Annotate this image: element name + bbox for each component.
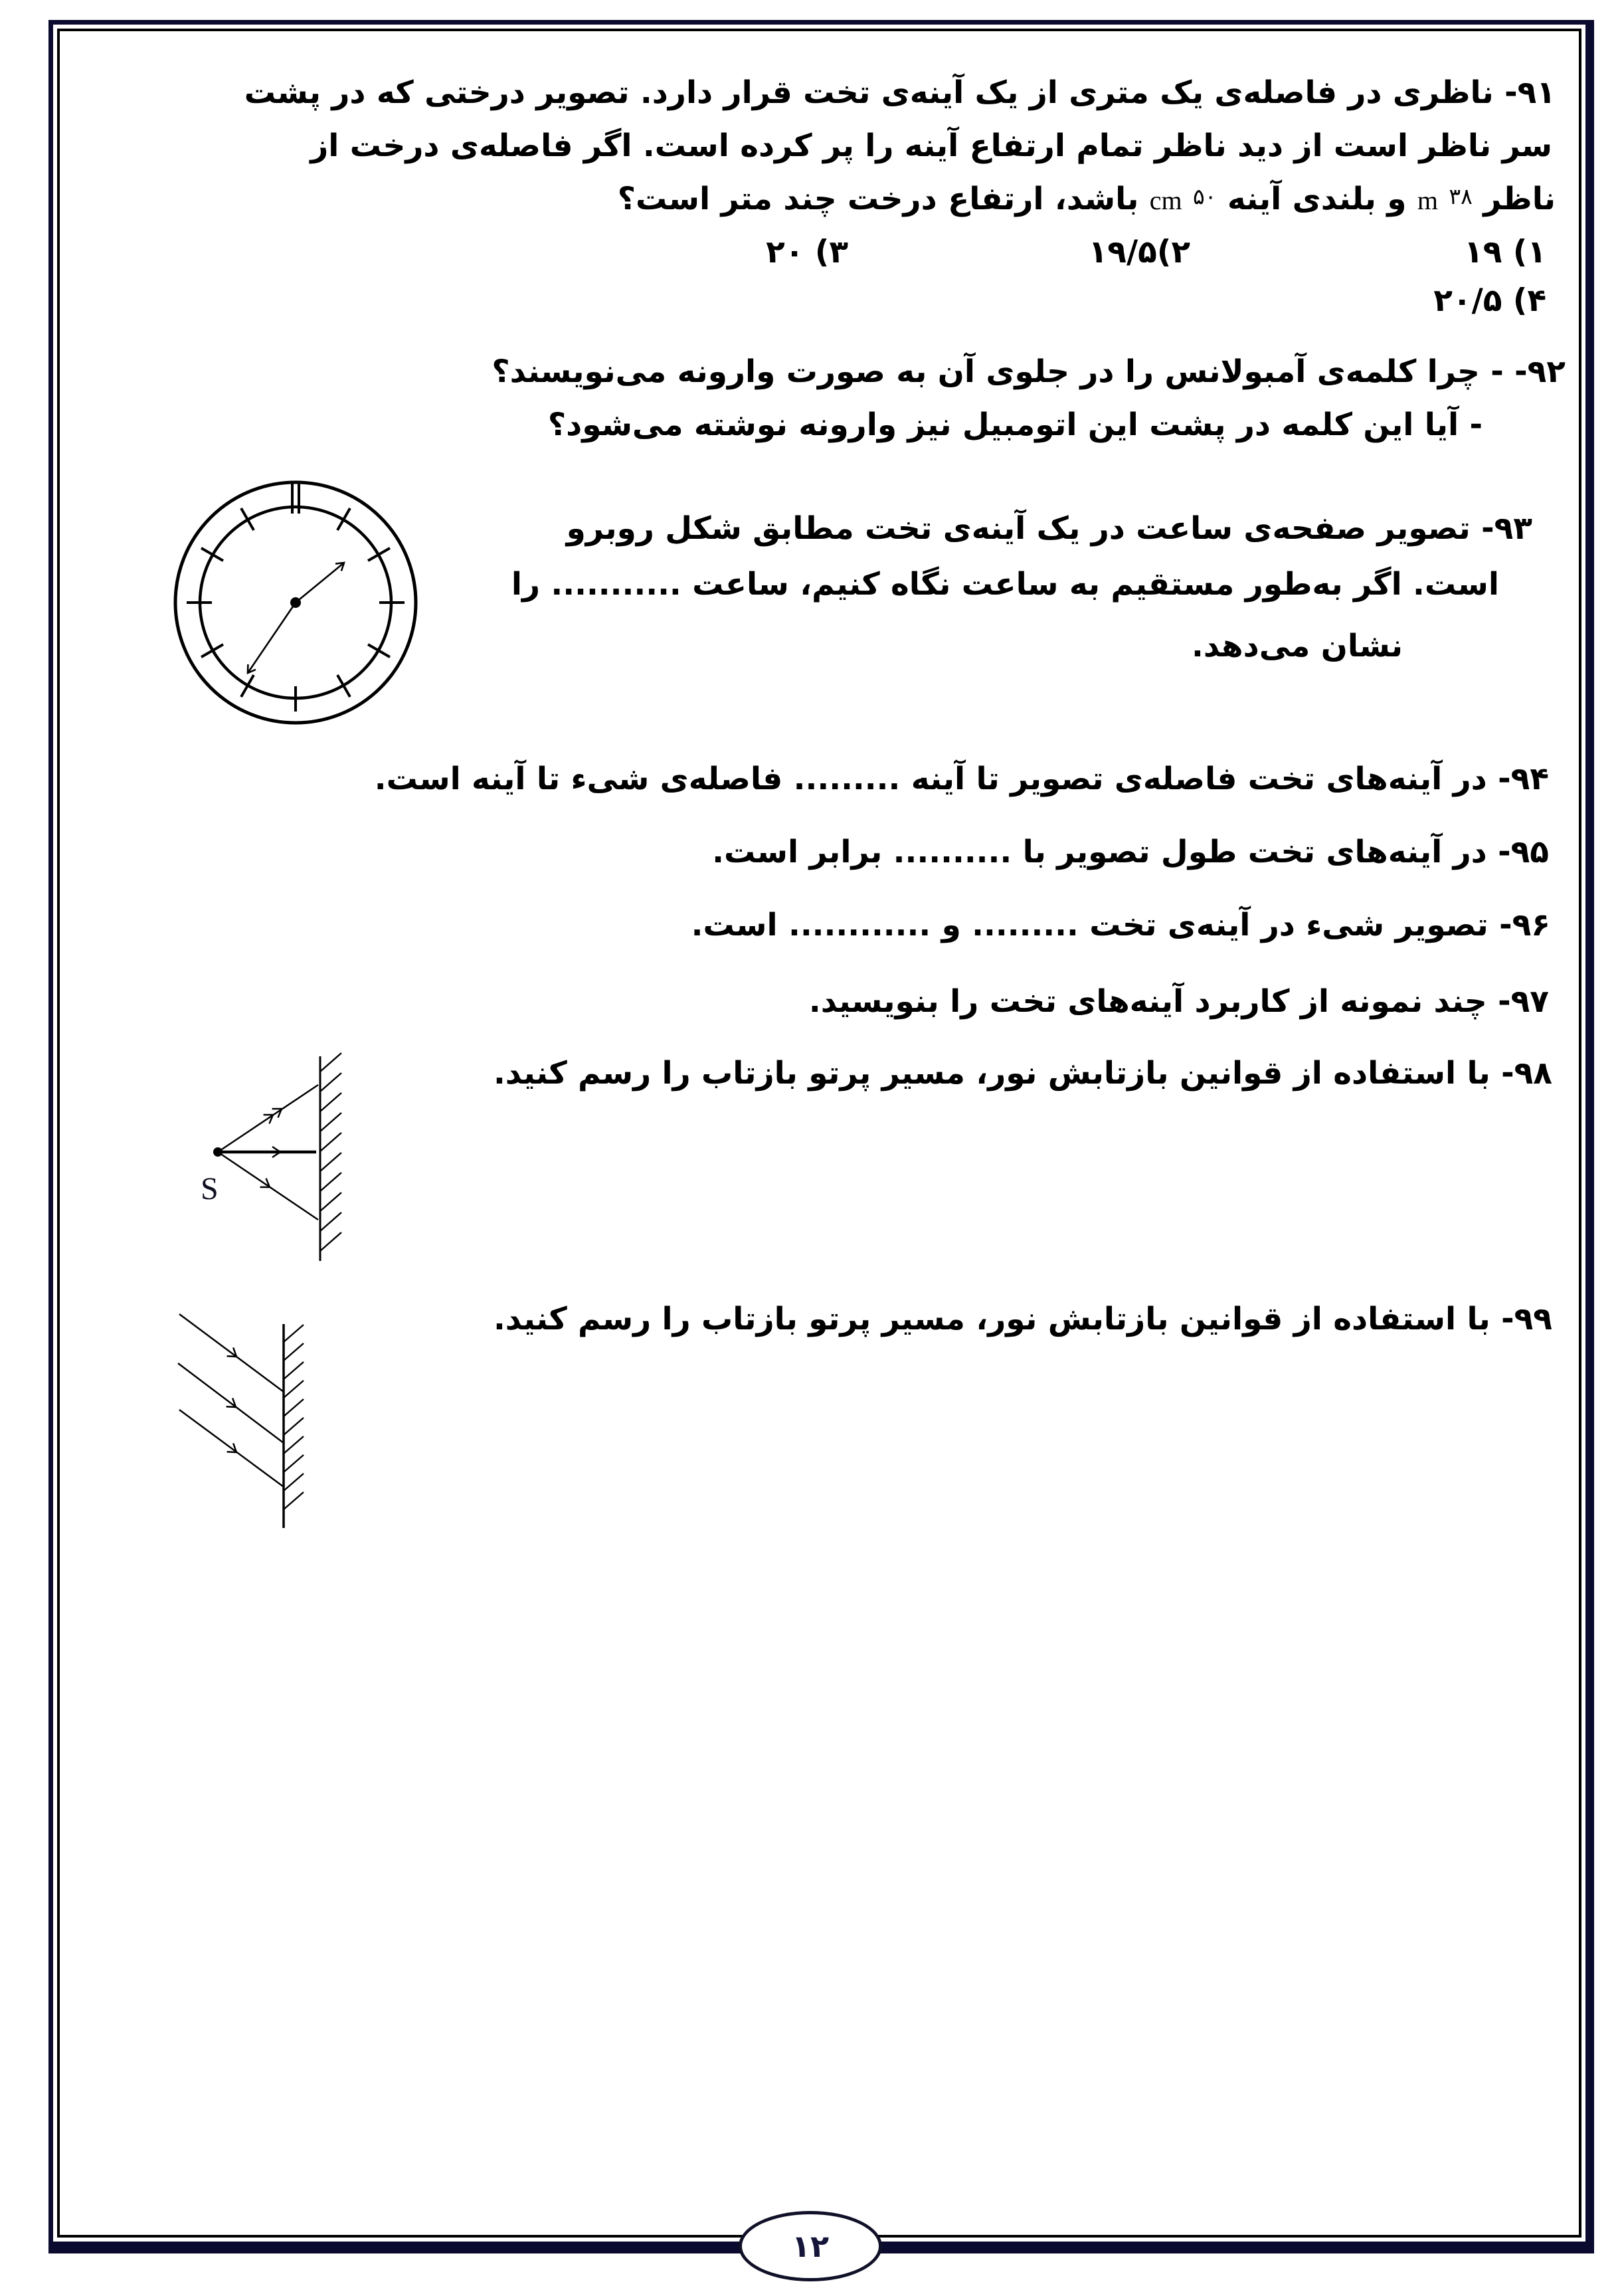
question-91-line-3: [618, 181, 1556, 217]
q91-line3-pre: ناظر: [1483, 181, 1556, 217]
source-point-label: S: [201, 1171, 219, 1206]
upper-incident-ray: [218, 1085, 318, 1152]
q91-line3-post: باشد، ارتفاع درخت چند متر است؟: [617, 181, 1139, 217]
page-number: ۱۲: [791, 2228, 830, 2264]
clock-hands: [244, 559, 347, 676]
question-98-line-1: ۹۸- با استفاده از قوانین بازتابش نور، مسیر پرتو بازتاب را رسم کنید.: [493, 1055, 1552, 1092]
q99-figure: [120, 1301, 339, 1543]
point-source-mirror-diagram: [159, 1046, 372, 1269]
tree-distance-unit: m: [1417, 185, 1438, 215]
clock-figure: [168, 475, 423, 730]
parallel-rays-mirror-diagram: [120, 1301, 339, 1543]
q91-option-2: ۲)۱۹/۵: [1088, 234, 1190, 270]
question-93-line-2: است. اگر به‌طور مستقیم به ساعت نگاه کنیم، ساعت ........... را: [511, 566, 1499, 603]
q91-line3-mid: و بلندی آینه: [1227, 181, 1407, 217]
question-96-line-1: ۹۶- تصویر شیء در آینه‌ی تخت ......... و ............ است.: [691, 907, 1550, 943]
clock-hour-hand: [296, 563, 344, 603]
question-99-line-1: ۹۹- با استفاده از قوانین بازتابش نور، مسیر پرتو بازتاب را رسم کنید.: [493, 1301, 1552, 1337]
clock-tick-12-double: [292, 483, 299, 514]
mirror-height-unit: cm: [1149, 185, 1182, 215]
q98-figure: [159, 1046, 372, 1269]
mirror-hatching: [320, 1053, 341, 1251]
mirrored-clock-face: [168, 475, 423, 730]
incident-rays: [218, 1085, 318, 1220]
incident-ray-2: [178, 1363, 284, 1443]
clock-minute-hand: [248, 603, 296, 673]
lower-incident-ray: [218, 1152, 318, 1220]
page-number-badge: [739, 2211, 882, 2281]
question-97-line-1: ۹۷- چند نمونه از کاربرد آینه‌های تخت را بنویسید.: [808, 983, 1549, 1020]
question-93-line-1: ۹۳- تصویر صفحه‌ی ساعت در یک آینه‌ی تخت مطابق شکل روبرو: [566, 510, 1532, 547]
clock-center-dot: [290, 597, 301, 608]
mirror-height-value: ۵۰: [1193, 183, 1217, 209]
question-91-line-1: ۹۱- ناظری در فاصله‌ی یک متری از یک آینه‌ی تخت قرار دارد. تصویر درختی که در پشت: [244, 74, 1556, 111]
question-94-line-1: ۹۴- در آینه‌های تخت فاصله‌ی تصویر تا آینه ......... فاصله‌ی شیء تا آینه است.: [374, 761, 1549, 797]
q91-option-3: ۳) ۲۰: [766, 234, 848, 270]
tree-distance-value: ۳۸: [1449, 183, 1473, 209]
q91-option-1: ۱) ۱۹: [1464, 234, 1546, 270]
question-93-line-3: نشان می‌دهد.: [1192, 628, 1403, 664]
question-91-line-2: سر ناظر است از دید ناظر تمام ارتفاع آینه را پر کرده است. اگر فاصله‌ی درخت از: [310, 128, 1552, 164]
mirror-hatching: [284, 1325, 304, 1509]
incident-ray-3: [179, 1410, 284, 1487]
incident-ray-1: [179, 1314, 284, 1392]
question-92-line-1: ۹۲- - چرا کلمه‌ی آمبولانس را در جلوی آن به صورت وارونه می‌نویسند؟: [492, 353, 1566, 390]
question-95-line-1: ۹۵- در آینه‌های تخت طول تصویر با .......... برابر است.: [712, 834, 1549, 870]
question-92-line-2: - آیا این کلمه در پشت این اتومبیل نیز وارونه نوشته می‌شود؟: [547, 407, 1483, 443]
q91-option-4: ۴) ۲۰/۵: [1433, 282, 1546, 319]
clock-hour-ticks: [187, 508, 405, 712]
parallel-incident-rays: [178, 1314, 284, 1487]
